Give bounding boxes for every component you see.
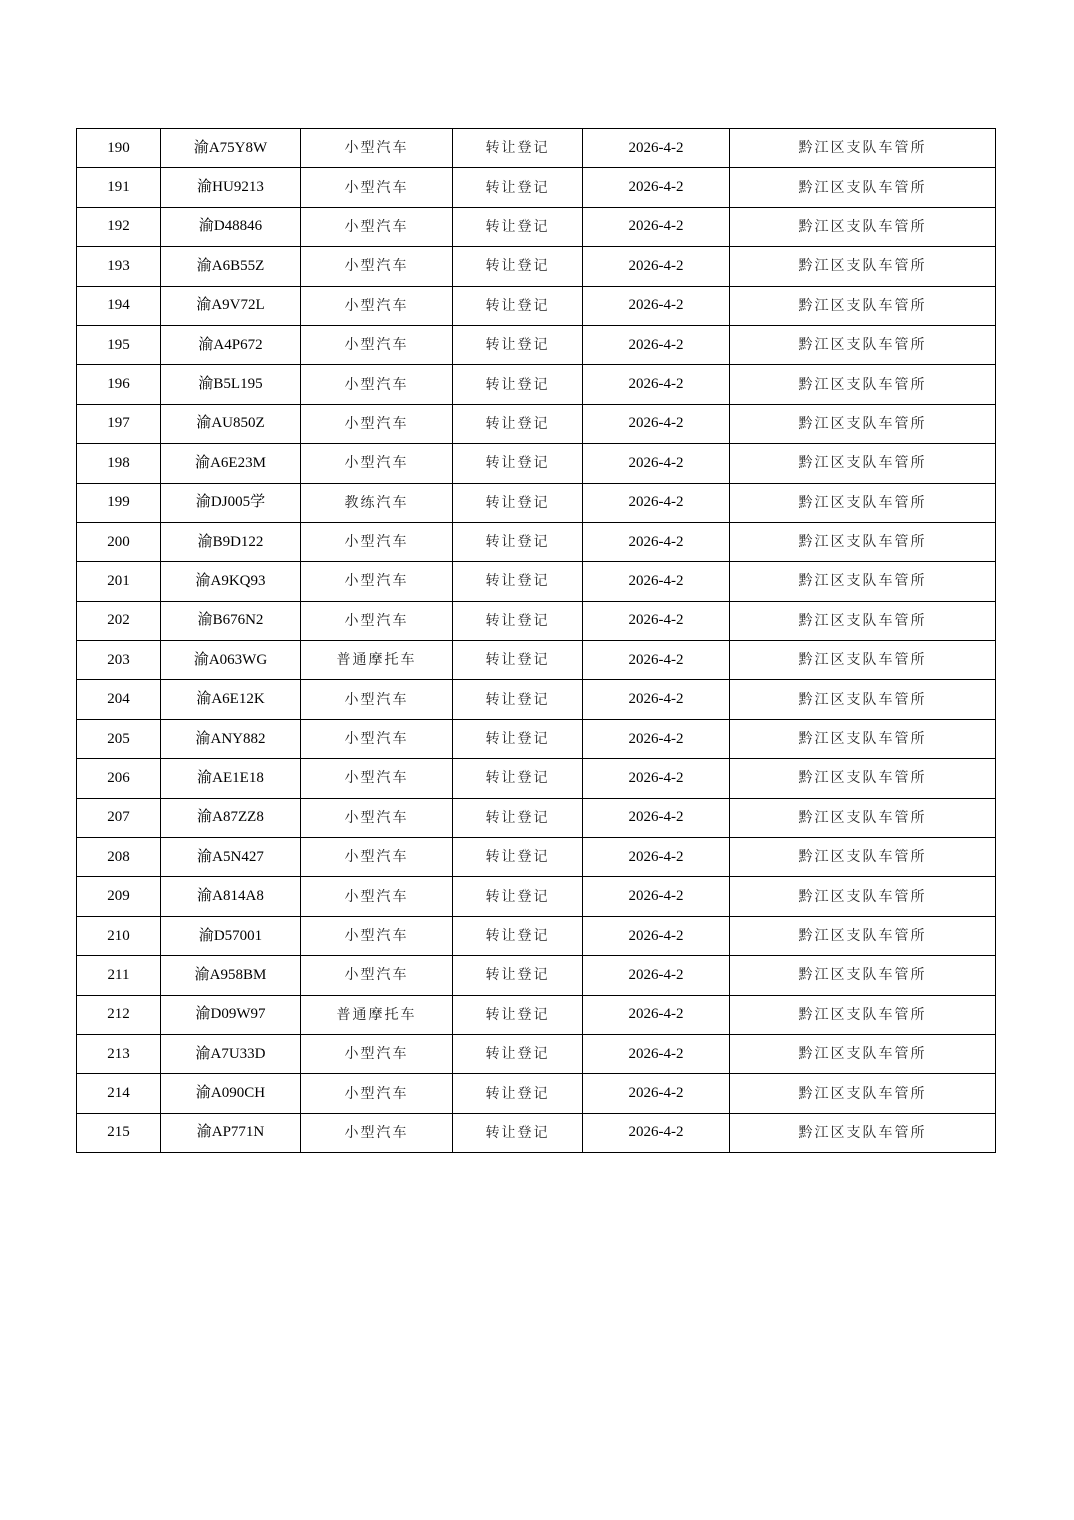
vehicle-type-cell: 小型汽车: [301, 1034, 453, 1073]
office-cell: 黔江区支队车管所: [730, 168, 996, 207]
row-number-cell: 215: [77, 1113, 161, 1152]
plate-number-cell: 渝A87ZZ8: [161, 798, 301, 837]
row-number-cell: 211: [77, 956, 161, 995]
vehicle-type-cell: 小型汽车: [301, 1113, 453, 1152]
office-cell: 黔江区支队车管所: [730, 798, 996, 837]
office-cell: 黔江区支队车管所: [730, 641, 996, 680]
business-type-cell: 转让登记: [453, 1074, 583, 1113]
plate-number-cell: 渝A814A8: [161, 877, 301, 916]
plate-number-cell: 渝B676N2: [161, 601, 301, 640]
row-number-cell: 193: [77, 247, 161, 286]
date-cell: 2026-4-2: [583, 286, 730, 325]
vehicle-type-cell: 小型汽车: [301, 365, 453, 404]
plate-number-cell: 渝AE1E18: [161, 759, 301, 798]
table-row: [77, 562, 996, 601]
table-row: [77, 956, 996, 995]
vehicle-type-cell: 教练汽车: [301, 483, 453, 522]
plate-number-cell: 渝A6B55Z: [161, 247, 301, 286]
table-row: [77, 365, 996, 404]
row-number-cell: 207: [77, 798, 161, 837]
row-number-cell: 190: [77, 129, 161, 168]
date-cell: 2026-4-2: [583, 601, 730, 640]
row-number-cell: 210: [77, 916, 161, 955]
plate-number-cell: 渝A063WG: [161, 641, 301, 680]
vehicle-type-cell: 普通摩托车: [301, 641, 453, 680]
business-type-cell: 转让登记: [453, 365, 583, 404]
office-cell: 黔江区支队车管所: [730, 956, 996, 995]
vehicle-type-cell: 小型汽车: [301, 247, 453, 286]
date-cell: 2026-4-2: [583, 680, 730, 719]
vehicle-type-cell: 小型汽车: [301, 522, 453, 561]
plate-number-cell: 渝A6E23M: [161, 444, 301, 483]
office-cell: 黔江区支队车管所: [730, 759, 996, 798]
business-type-cell: 转让登记: [453, 956, 583, 995]
vehicle-type-cell: 普通摩托车: [301, 995, 453, 1034]
table-row: [77, 680, 996, 719]
date-cell: 2026-4-2: [583, 1113, 730, 1152]
plate-number-cell: 渝A5N427: [161, 838, 301, 877]
business-type-cell: 转让登记: [453, 247, 583, 286]
office-cell: 黔江区支队车管所: [730, 522, 996, 561]
office-cell: 黔江区支队车管所: [730, 404, 996, 443]
date-cell: 2026-4-2: [583, 365, 730, 404]
business-type-cell: 转让登记: [453, 838, 583, 877]
table-row: [77, 207, 996, 246]
date-cell: 2026-4-2: [583, 916, 730, 955]
date-cell: 2026-4-2: [583, 719, 730, 758]
table-row: [77, 916, 996, 955]
business-type-cell: 转让登记: [453, 286, 583, 325]
table-row: [77, 1113, 996, 1152]
date-cell: 2026-4-2: [583, 129, 730, 168]
row-number-cell: 214: [77, 1074, 161, 1113]
date-cell: 2026-4-2: [583, 798, 730, 837]
date-cell: 2026-4-2: [583, 247, 730, 286]
table-row: [77, 641, 996, 680]
business-type-cell: 转让登记: [453, 641, 583, 680]
office-cell: 黔江区支队车管所: [730, 601, 996, 640]
table-row: [77, 995, 996, 1034]
row-number-cell: 197: [77, 404, 161, 443]
plate-number-cell: 渝DJ005学: [161, 483, 301, 522]
row-number-cell: 199: [77, 483, 161, 522]
office-cell: 黔江区支队车管所: [730, 207, 996, 246]
table-row: [77, 601, 996, 640]
table-row: [77, 483, 996, 522]
office-cell: 黔江区支队车管所: [730, 680, 996, 719]
business-type-cell: 转让登记: [453, 680, 583, 719]
vehicle-type-cell: 小型汽车: [301, 129, 453, 168]
row-number-cell: 196: [77, 365, 161, 404]
vehicle-type-cell: 小型汽车: [301, 444, 453, 483]
plate-number-cell: 渝A9V72L: [161, 286, 301, 325]
row-number-cell: 204: [77, 680, 161, 719]
vehicle-type-cell: 小型汽车: [301, 601, 453, 640]
row-number-cell: 191: [77, 168, 161, 207]
office-cell: 黔江区支队车管所: [730, 719, 996, 758]
row-number-cell: 212: [77, 995, 161, 1034]
office-cell: 黔江区支队车管所: [730, 286, 996, 325]
plate-number-cell: 渝A6E12K: [161, 680, 301, 719]
vehicle-type-cell: 小型汽车: [301, 286, 453, 325]
vehicle-type-cell: 小型汽车: [301, 838, 453, 877]
plate-number-cell: 渝B5L195: [161, 365, 301, 404]
office-cell: 黔江区支队车管所: [730, 325, 996, 364]
table-row: [77, 129, 996, 168]
date-cell: 2026-4-2: [583, 562, 730, 601]
business-type-cell: 转让登记: [453, 483, 583, 522]
date-cell: 2026-4-2: [583, 483, 730, 522]
plate-number-cell: 渝A090CH: [161, 1074, 301, 1113]
row-number-cell: 209: [77, 877, 161, 916]
business-type-cell: 转让登记: [453, 168, 583, 207]
row-number-cell: 194: [77, 286, 161, 325]
table-row: [77, 247, 996, 286]
table-row: [77, 798, 996, 837]
vehicle-type-cell: 小型汽车: [301, 877, 453, 916]
table-body: [77, 129, 996, 1153]
office-cell: 黔江区支队车管所: [730, 916, 996, 955]
office-cell: 黔江区支队车管所: [730, 838, 996, 877]
table-row: [77, 838, 996, 877]
vehicle-type-cell: 小型汽车: [301, 404, 453, 443]
vehicle-type-cell: 小型汽车: [301, 325, 453, 364]
business-type-cell: 转让登记: [453, 522, 583, 561]
date-cell: 2026-4-2: [583, 207, 730, 246]
vehicle-type-cell: 小型汽车: [301, 1074, 453, 1113]
business-type-cell: 转让登记: [453, 719, 583, 758]
plate-number-cell: 渝ANY882: [161, 719, 301, 758]
plate-number-cell: 渝A9KQ93: [161, 562, 301, 601]
row-number-cell: 202: [77, 601, 161, 640]
office-cell: 黔江区支队车管所: [730, 1034, 996, 1073]
plate-number-cell: 渝AU850Z: [161, 404, 301, 443]
table-row: [77, 444, 996, 483]
vehicle-type-cell: 小型汽车: [301, 207, 453, 246]
office-cell: 黔江区支队车管所: [730, 1074, 996, 1113]
plate-number-cell: 渝A7U33D: [161, 1034, 301, 1073]
vehicle-type-cell: 小型汽车: [301, 168, 453, 207]
date-cell: 2026-4-2: [583, 444, 730, 483]
vehicle-type-cell: 小型汽车: [301, 562, 453, 601]
row-number-cell: 198: [77, 444, 161, 483]
business-type-cell: 转让登记: [453, 1113, 583, 1152]
date-cell: 2026-4-2: [583, 995, 730, 1034]
business-type-cell: 转让登记: [453, 601, 583, 640]
plate-number-cell: 渝A75Y8W: [161, 129, 301, 168]
business-type-cell: 转让登记: [453, 404, 583, 443]
table-row: [77, 325, 996, 364]
date-cell: 2026-4-2: [583, 956, 730, 995]
vehicle-type-cell: 小型汽车: [301, 916, 453, 955]
table-row: [77, 759, 996, 798]
business-type-cell: 转让登记: [453, 995, 583, 1034]
row-number-cell: 205: [77, 719, 161, 758]
date-cell: 2026-4-2: [583, 1034, 730, 1073]
date-cell: 2026-4-2: [583, 838, 730, 877]
plate-number-cell: 渝D09W97: [161, 995, 301, 1034]
office-cell: 黔江区支队车管所: [730, 562, 996, 601]
business-type-cell: 转让登记: [453, 129, 583, 168]
row-number-cell: 206: [77, 759, 161, 798]
business-type-cell: 转让登记: [453, 759, 583, 798]
vehicle-type-cell: 小型汽车: [301, 680, 453, 719]
row-number-cell: 201: [77, 562, 161, 601]
date-cell: 2026-4-2: [583, 168, 730, 207]
office-cell: 黔江区支队车管所: [730, 877, 996, 916]
business-type-cell: 转让登记: [453, 1034, 583, 1073]
office-cell: 黔江区支队车管所: [730, 247, 996, 286]
business-type-cell: 转让登记: [453, 325, 583, 364]
table-row: [77, 877, 996, 916]
vehicle-type-cell: 小型汽车: [301, 798, 453, 837]
row-number-cell: 203: [77, 641, 161, 680]
business-type-cell: 转让登记: [453, 877, 583, 916]
business-type-cell: 转让登记: [453, 562, 583, 601]
table-row: [77, 1074, 996, 1113]
date-cell: 2026-4-2: [583, 877, 730, 916]
plate-number-cell: 渝A4P672: [161, 325, 301, 364]
office-cell: 黔江区支队车管所: [730, 129, 996, 168]
table-row: [77, 168, 996, 207]
table-row: [77, 719, 996, 758]
row-number-cell: 192: [77, 207, 161, 246]
plate-number-cell: 渝D48846: [161, 207, 301, 246]
date-cell: 2026-4-2: [583, 325, 730, 364]
business-type-cell: 转让登记: [453, 207, 583, 246]
office-cell: 黔江区支队车管所: [730, 995, 996, 1034]
plate-number-cell: 渝A958BM: [161, 956, 301, 995]
table-row: [77, 286, 996, 325]
row-number-cell: 213: [77, 1034, 161, 1073]
office-cell: 黔江区支队车管所: [730, 444, 996, 483]
vehicle-type-cell: 小型汽车: [301, 956, 453, 995]
business-type-cell: 转让登记: [453, 916, 583, 955]
date-cell: 2026-4-2: [583, 522, 730, 561]
office-cell: 黔江区支队车管所: [730, 483, 996, 522]
plate-number-cell: 渝D57001: [161, 916, 301, 955]
date-cell: 2026-4-2: [583, 759, 730, 798]
business-type-cell: 转让登记: [453, 798, 583, 837]
date-cell: 2026-4-2: [583, 641, 730, 680]
date-cell: 2026-4-2: [583, 1074, 730, 1113]
vehicle-type-cell: 小型汽车: [301, 719, 453, 758]
business-type-cell: 转让登记: [453, 444, 583, 483]
office-cell: 黔江区支队车管所: [730, 365, 996, 404]
date-cell: 2026-4-2: [583, 404, 730, 443]
table-row: [77, 1034, 996, 1073]
vehicle-type-cell: 小型汽车: [301, 759, 453, 798]
vehicle-registration-table: [76, 128, 996, 1153]
plate-number-cell: 渝HU9213: [161, 168, 301, 207]
row-number-cell: 200: [77, 522, 161, 561]
plate-number-cell: 渝B9D122: [161, 522, 301, 561]
office-cell: 黔江区支队车管所: [730, 1113, 996, 1152]
row-number-cell: 195: [77, 325, 161, 364]
plate-number-cell: 渝AP771N: [161, 1113, 301, 1152]
table-row: [77, 522, 996, 561]
row-number-cell: 208: [77, 838, 161, 877]
table-row: [77, 404, 996, 443]
